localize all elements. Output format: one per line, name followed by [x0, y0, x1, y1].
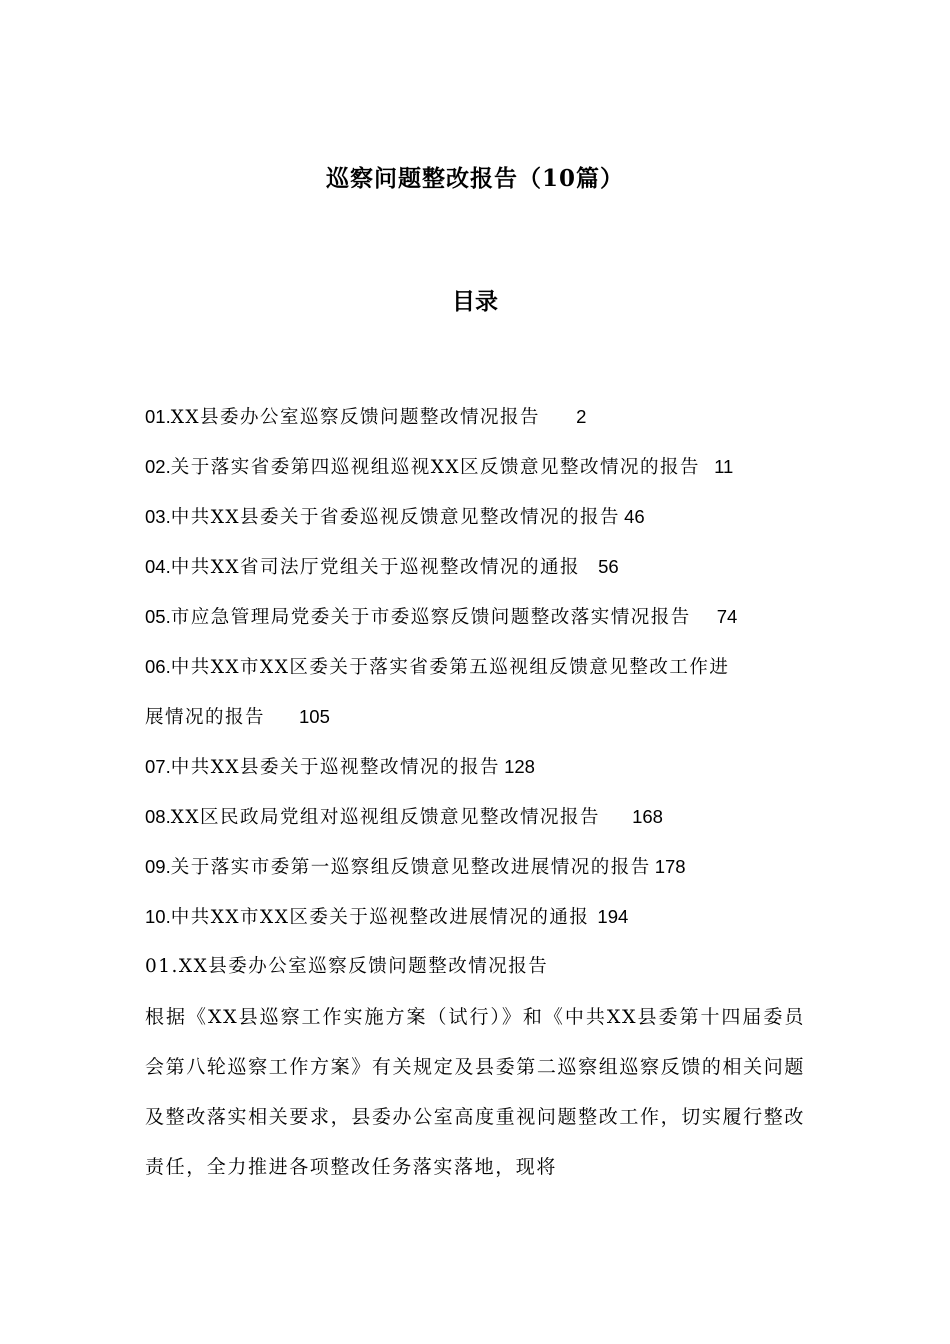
toc-entry-number: 08.	[145, 806, 171, 827]
toc-entry-text: 关于落实市委第一巡察组反馈意见整改进展情况的报告	[170, 857, 651, 878]
toc-entry-05	[145, 592, 805, 642]
toc-entry-text: 展情况的报告	[145, 707, 266, 728]
toc-entry-number: 10.	[145, 906, 171, 927]
toc-entry-text: 市应急管理局党委关于市委巡察反馈问题整改落实情况报告	[170, 607, 691, 628]
toc-entry-page: 128	[504, 756, 535, 777]
toc-entry-page: 56	[598, 556, 619, 577]
toc-entry-number: 04.	[145, 556, 171, 577]
document-title: 巡察问题整改报告（10篇）	[325, 165, 624, 192]
toc-entry-number: 01.	[145, 406, 171, 427]
document-body	[145, 392, 805, 1192]
toc-entry-page: 2	[576, 406, 587, 427]
toc-entry-text: 中共XX市XX区委关于落实省委第五巡视组反馈意见整改工作进	[170, 657, 730, 678]
toc-entry-page: 194	[597, 906, 629, 927]
toc-entry-06	[145, 642, 805, 692]
toc-entry-page: 46	[624, 506, 645, 527]
toc-entry-04	[145, 542, 805, 592]
toc-entry-page: 178	[654, 856, 686, 877]
toc-entry-number: 05.	[145, 606, 171, 627]
toc-entry-09	[145, 842, 805, 892]
toc-entry-text: 中共XX县委关于省委巡视反馈意见整改情况的报告	[170, 507, 621, 528]
toc-entry-number: 07.	[145, 756, 171, 777]
toc-entry-number: 09.	[145, 856, 171, 877]
toc-entry-text: 中共XX市XX区委关于巡视整改进展情况的通报	[170, 907, 590, 928]
toc-entry-03	[145, 492, 805, 542]
body-paragraph: 根据《XX县巡察工作实施方案（试行）》和《中共XX县委第十四届委员会第八轮巡察工作方案》有关规定及县委第二巡察组巡察反馈的相关问题及整改落实相关要求，县委办公室高度重视问题整改工作，切实履行整改责任，全力推进各项整改任务落实落地，现将	[145, 1006, 805, 1178]
toc-entry-text: 中共XX省司法厅党组关于巡视整改情况的通报	[170, 557, 581, 578]
toc-entry-07	[145, 742, 805, 792]
toc-entry-text: XX县委办公室巡察反馈问题整改情况报告	[170, 407, 541, 428]
toc-entry-page: 74	[716, 606, 738, 627]
toc-heading: 目录	[452, 288, 498, 315]
toc-entry-number: 02.	[145, 456, 171, 477]
toc-entry-page: 105	[299, 706, 330, 727]
toc-entry-text: XX区民政局党组对巡视组反馈意见整改情况报告	[170, 807, 601, 828]
toc-entry-02	[145, 442, 805, 492]
toc-entry-10	[145, 892, 805, 942]
toc-entry-01	[145, 392, 805, 442]
toc-entry-page: 11	[714, 456, 734, 477]
toc-entry-08	[145, 792, 805, 842]
toc-entry-text: 关于落实省委第四巡视组巡视XX区反馈意见整改情况的报告	[170, 457, 701, 478]
toc-entry-number: 06.	[145, 656, 171, 677]
toc-entry-number: 03.	[145, 506, 171, 527]
toc-entry-06-continued	[145, 692, 805, 742]
section-heading: 01.XX县委办公室巡察反馈问题整改情况报告	[145, 956, 549, 977]
toc-entry-page: 168	[632, 806, 663, 827]
toc-entry-text: 中共XX县委关于巡视整改情况的报告	[170, 757, 501, 778]
